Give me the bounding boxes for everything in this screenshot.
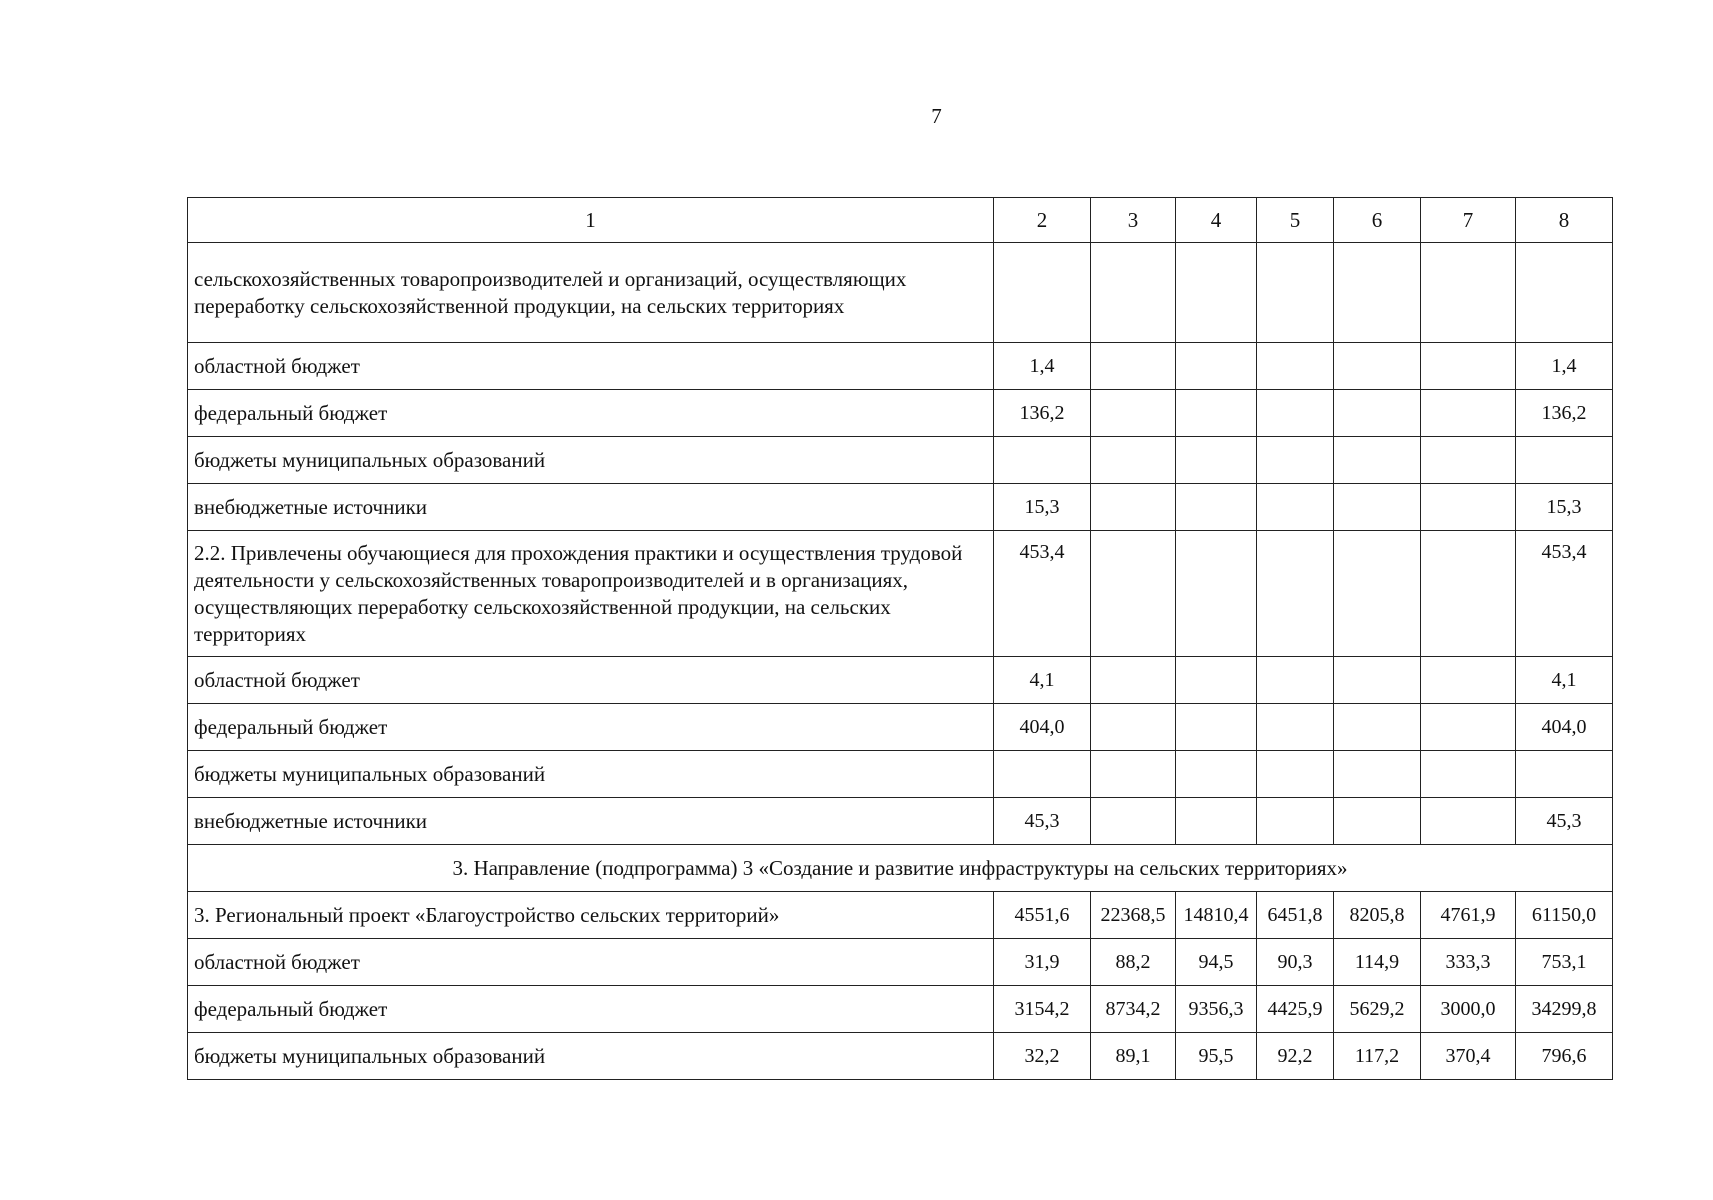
table-row xyxy=(188,657,1613,704)
header-row xyxy=(188,198,1613,243)
value-cell: 404,0 xyxy=(1516,704,1613,751)
column-header: 4 xyxy=(1176,198,1257,243)
value-cell xyxy=(1091,798,1176,845)
value-cell xyxy=(1091,437,1176,484)
row-label: сельскохозяйственных товаропроизводителей и организаций, осуществляющих переработку сельскохозяйственной продукции, на сельских территориях xyxy=(188,243,994,343)
table-row xyxy=(188,243,1613,343)
value-cell xyxy=(1421,531,1516,657)
value-cell: 796,6 xyxy=(1516,1033,1613,1080)
column-header: 6 xyxy=(1334,198,1421,243)
table-row xyxy=(188,484,1613,531)
value-cell xyxy=(1091,484,1176,531)
value-cell: 4551,6 xyxy=(994,892,1091,939)
table-row xyxy=(188,939,1613,986)
value-cell xyxy=(1257,657,1334,704)
value-cell: 1,4 xyxy=(994,343,1091,390)
row-label: бюджеты муниципальных образований xyxy=(188,437,994,484)
table-row xyxy=(188,704,1613,751)
value-cell xyxy=(1257,798,1334,845)
table-body xyxy=(188,198,1613,1080)
value-cell: 370,4 xyxy=(1421,1033,1516,1080)
value-cell: 4,1 xyxy=(994,657,1091,704)
table-row xyxy=(188,437,1613,484)
row-label: федеральный бюджет xyxy=(188,390,994,437)
value-cell xyxy=(1257,343,1334,390)
value-cell xyxy=(1334,390,1421,437)
value-cell: 34299,8 xyxy=(1516,986,1613,1033)
value-cell xyxy=(1257,484,1334,531)
value-cell xyxy=(1257,437,1334,484)
table-row xyxy=(188,390,1613,437)
value-cell: 32,2 xyxy=(994,1033,1091,1080)
row-label: областной бюджет xyxy=(188,657,994,704)
value-cell xyxy=(1091,657,1176,704)
value-cell: 453,4 xyxy=(994,531,1091,657)
value-cell xyxy=(1334,798,1421,845)
value-cell: 3154,2 xyxy=(994,986,1091,1033)
value-cell: 92,2 xyxy=(1257,1033,1334,1080)
page-number: 7 xyxy=(931,104,942,128)
value-cell xyxy=(1176,243,1257,343)
table-row xyxy=(188,986,1613,1033)
value-cell xyxy=(1091,343,1176,390)
value-cell: 5629,2 xyxy=(1334,986,1421,1033)
value-cell: 8734,2 xyxy=(1091,986,1176,1033)
value-cell xyxy=(1334,343,1421,390)
section-row xyxy=(188,845,1613,892)
value-cell xyxy=(1516,243,1613,343)
value-cell: 4761,9 xyxy=(1421,892,1516,939)
row-label: федеральный бюджет xyxy=(188,986,994,1033)
value-cell xyxy=(1516,751,1613,798)
value-cell: 94,5 xyxy=(1176,939,1257,986)
table-row xyxy=(188,343,1613,390)
value-cell xyxy=(1334,704,1421,751)
value-cell xyxy=(1091,531,1176,657)
value-cell: 453,4 xyxy=(1516,531,1613,657)
value-cell xyxy=(1334,437,1421,484)
value-cell xyxy=(1421,484,1516,531)
column-header: 5 xyxy=(1257,198,1334,243)
value-cell: 114,9 xyxy=(1334,939,1421,986)
value-cell xyxy=(1421,798,1516,845)
value-cell: 404,0 xyxy=(994,704,1091,751)
value-cell: 4,1 xyxy=(1516,657,1613,704)
value-cell xyxy=(1257,243,1334,343)
value-cell xyxy=(1176,751,1257,798)
column-header: 1 xyxy=(188,198,994,243)
value-cell: 753,1 xyxy=(1516,939,1613,986)
value-cell xyxy=(1257,531,1334,657)
budget-table xyxy=(187,197,1613,1080)
value-cell xyxy=(994,751,1091,798)
value-cell xyxy=(1091,243,1176,343)
value-cell: 117,2 xyxy=(1334,1033,1421,1080)
value-cell xyxy=(1334,531,1421,657)
value-cell xyxy=(1334,751,1421,798)
value-cell: 15,3 xyxy=(1516,484,1613,531)
value-cell xyxy=(1176,343,1257,390)
value-cell xyxy=(1176,390,1257,437)
row-label: бюджеты муниципальных образований xyxy=(188,751,994,798)
value-cell xyxy=(994,243,1091,343)
column-header: 3 xyxy=(1091,198,1176,243)
row-label: областной бюджет xyxy=(188,343,994,390)
value-cell xyxy=(1257,704,1334,751)
value-cell xyxy=(1421,243,1516,343)
value-cell xyxy=(1421,343,1516,390)
value-cell xyxy=(1421,390,1516,437)
row-label: внебюджетные источники xyxy=(188,484,994,531)
value-cell: 88,2 xyxy=(1091,939,1176,986)
value-cell: 61150,0 xyxy=(1516,892,1613,939)
value-cell xyxy=(1176,704,1257,751)
value-cell xyxy=(1176,798,1257,845)
column-header: 2 xyxy=(994,198,1091,243)
value-cell xyxy=(1176,484,1257,531)
value-cell: 15,3 xyxy=(994,484,1091,531)
value-cell xyxy=(1091,390,1176,437)
value-cell xyxy=(1091,751,1176,798)
value-cell xyxy=(994,437,1091,484)
section-title: 3. Направление (подпрограмма) 3 «Создание и развитие инфраструктуры на сельских территориях» xyxy=(188,845,1613,892)
column-header: 7 xyxy=(1421,198,1516,243)
value-cell xyxy=(1516,437,1613,484)
value-cell: 1,4 xyxy=(1516,343,1613,390)
value-cell: 45,3 xyxy=(994,798,1091,845)
table-row xyxy=(188,1033,1613,1080)
value-cell xyxy=(1257,390,1334,437)
value-cell xyxy=(1176,657,1257,704)
value-cell xyxy=(1421,751,1516,798)
value-cell xyxy=(1421,704,1516,751)
row-label: бюджеты муниципальных образований xyxy=(188,1033,994,1080)
table-row xyxy=(188,892,1613,939)
value-cell: 90,3 xyxy=(1257,939,1334,986)
value-cell xyxy=(1176,531,1257,657)
value-cell xyxy=(1334,243,1421,343)
value-cell: 8205,8 xyxy=(1334,892,1421,939)
value-cell xyxy=(1421,657,1516,704)
table-row xyxy=(188,798,1613,845)
value-cell xyxy=(1334,657,1421,704)
value-cell xyxy=(1421,437,1516,484)
value-cell xyxy=(1091,704,1176,751)
value-cell: 3000,0 xyxy=(1421,986,1516,1033)
row-label: 2.2. Привлечены обучающиеся для прохождения практики и осуществления трудовой деятельности у сельскохозяйственных товаропроизводителей и в организациях, осуществляющих переработку сельскохозяйственной продукции, на сельских территориях xyxy=(188,531,994,657)
value-cell: 136,2 xyxy=(994,390,1091,437)
value-cell: 31,9 xyxy=(994,939,1091,986)
row-label: 3. Региональный проект «Благоустройство сельских территорий» xyxy=(188,892,994,939)
value-cell xyxy=(1334,484,1421,531)
value-cell xyxy=(1176,437,1257,484)
row-label: федеральный бюджет xyxy=(188,704,994,751)
value-cell: 22368,5 xyxy=(1091,892,1176,939)
row-label: внебюджетные источники xyxy=(188,798,994,845)
value-cell: 89,1 xyxy=(1091,1033,1176,1080)
value-cell: 45,3 xyxy=(1516,798,1613,845)
value-cell: 9356,3 xyxy=(1176,986,1257,1033)
column-header: 8 xyxy=(1516,198,1613,243)
value-cell: 4425,9 xyxy=(1257,986,1334,1033)
value-cell: 6451,8 xyxy=(1257,892,1334,939)
value-cell: 14810,4 xyxy=(1176,892,1257,939)
value-cell: 333,3 xyxy=(1421,939,1516,986)
value-cell: 95,5 xyxy=(1176,1033,1257,1080)
value-cell: 136,2 xyxy=(1516,390,1613,437)
table-row xyxy=(188,531,1613,657)
row-label: областной бюджет xyxy=(188,939,994,986)
value-cell xyxy=(1257,751,1334,798)
table-row xyxy=(188,751,1613,798)
